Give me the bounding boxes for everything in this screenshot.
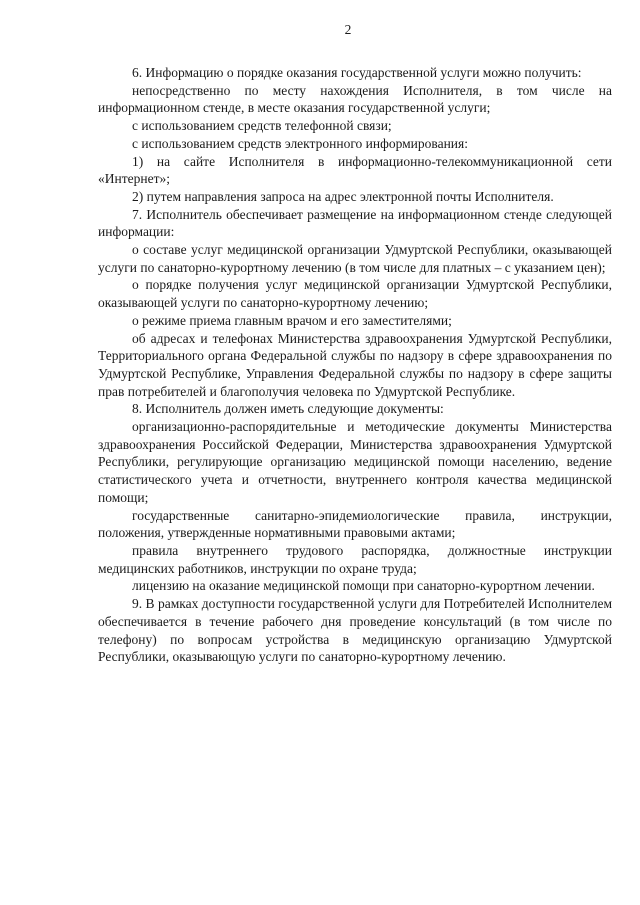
page-number: 2 [344,22,352,37]
document-body [98,64,612,666]
paragraph-8-labor-rules: правила внутреннего трудового распорядка, должностные инструкции медицинских работников, инструкции по охране труда; [98,542,612,576]
paragraph-6-intro: 6. Информацию о порядке оказания государственной услуги можно получить: [132,65,582,80]
paragraph-7-procedure: о порядке получения услуг медицинской организации Удмуртской Республики, оказывающей услуги по санаторно-курортному лечению; [98,277,612,311]
paragraph-7-reception: о режиме приема главным врачом и его заместителями; [132,312,452,328]
paragraph-8-license: лицензию на оказание медицинской помощи при санаторно-курортном лечении. [132,578,595,594]
paragraph-6-location: непосредственно по месту нахождения Исполнителя, в том числе на информационном стенде, в месте оказания государственной услуги; [98,82,612,116]
paragraph-8-sanitary-rules: государственные санитарно-эпидемиологические правила, инструкции, положения, утвержденные нормативными правовыми актами; [98,507,612,541]
paragraph-7-addresses: об адресах и телефонах Министерства здравоохранения Удмуртской Республики, Территориального органа Федеральной службы по надзору в сфере здравоохранения по Удмуртской Республике, Управления Федеральной службы по надзору в сфере защиты прав потребителей и благополучия человека по Удмуртской Республике. [98,330,612,399]
paragraph-6-electronic: с использованием средств электронного информирования: [132,135,468,151]
paragraph-8-intro: 8. Исполнитель должен иметь следующие документы: [132,401,444,417]
paragraph-6-email: 2) путем направления запроса на адрес электронной почты Исполнителя. [132,188,554,204]
paragraph-6-phone: с использованием средств телефонной связи; [132,118,392,134]
paragraph-9-consultations: 9. В рамках доступности государственной услуги для Потребителей Исполнителем обеспечивается в течение рабочего дня проведение консультаций (в том числе по телефону) по вопросам устройства в медицинскую организацию Удмуртской Республики, оказывающую услуги по санаторно-курортному лечению. [98,596,612,665]
paragraph-7-intro: 7. Исполнитель обеспечивает размещение на информационном стенде следующей информации: [98,206,612,240]
paragraph-7-services: о составе услуг медицинской организации Удмуртской Республики, оказывающей услуги по санаторно-курортному лечению (в том числе для платных – с указанием цен); [98,242,612,275]
paragraph-8-orders: организационно-распорядительные и методические документы Министерства здравоохранения Российской Федерации, Министерства здравоохранения Удмуртской Республики, регулирующие организацию медицинской помощи населению, ведение статистического учета и отчетности, внутреннего контроля качества медицинской помощи; [98,419,612,505]
paragraph-6-website: 1) на сайте Исполнителя в информационно-телекоммуникационной сети «Интернет»; [98,153,612,187]
